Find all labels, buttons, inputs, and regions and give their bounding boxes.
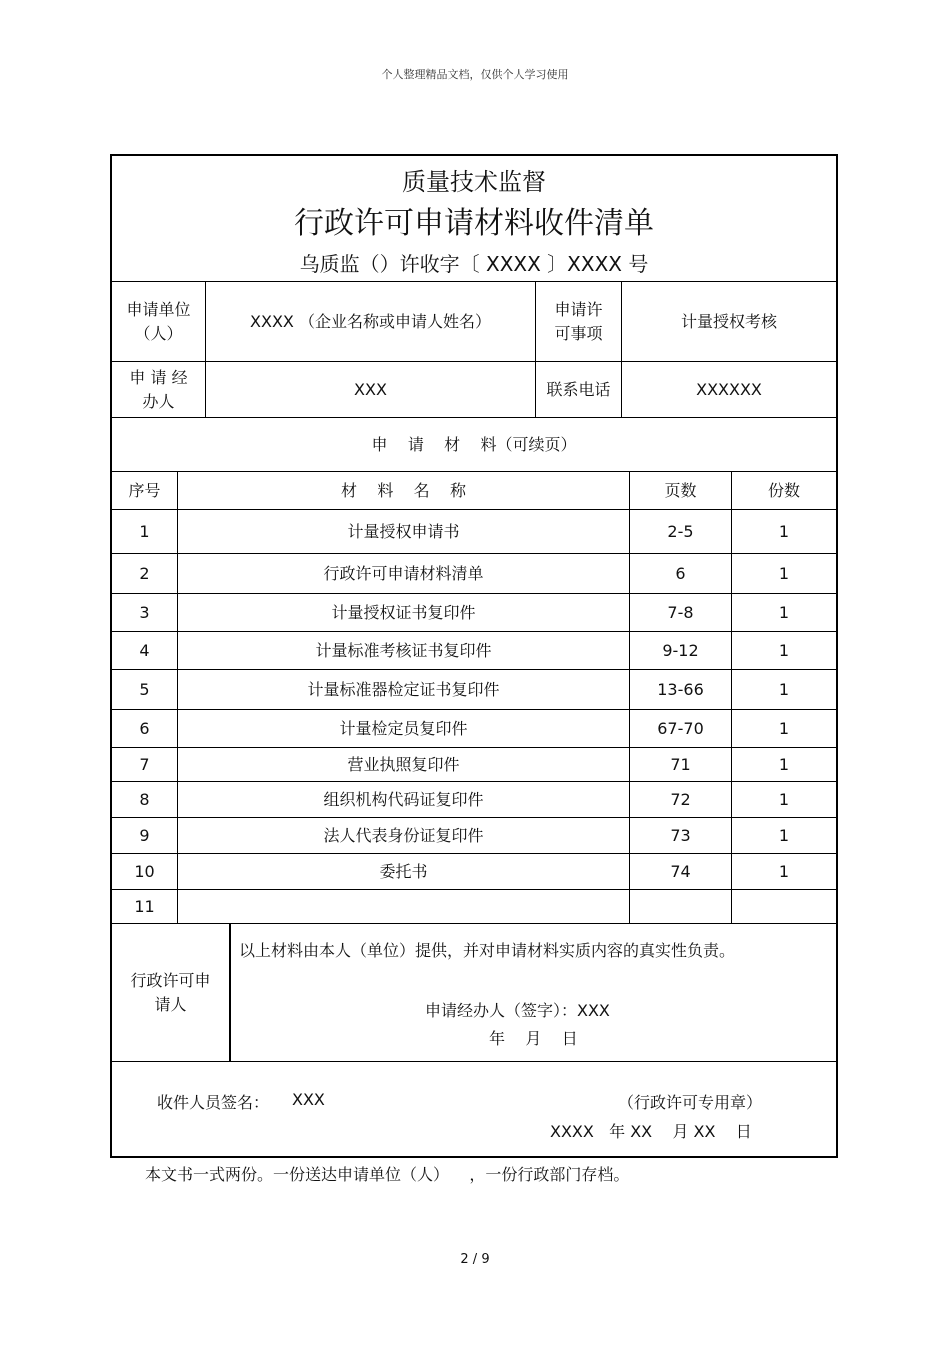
- document-number: 乌质监（）许收字〔 XXXX 〕XXXX 号: [299, 252, 649, 276]
- row-copies: 1: [732, 748, 836, 782]
- row-pages: 71: [630, 748, 732, 782]
- row-name: 计量检定员复印件: [178, 710, 630, 748]
- phone-label: 联系电话: [536, 362, 622, 418]
- row-pages: 67-70: [630, 710, 732, 748]
- row-pages: 6: [630, 554, 732, 594]
- row-no: 3: [112, 594, 178, 632]
- row-pages: 74: [630, 854, 732, 890]
- phone-value: XXXXXX: [622, 362, 836, 418]
- page-number: 2 / 9: [460, 1252, 490, 1267]
- row-name: 计量标准考核证书复印件: [178, 632, 630, 670]
- unit-label: 申请单位（人）: [112, 282, 206, 362]
- row-copies: 1: [732, 510, 836, 554]
- row-pages: 7-8: [630, 594, 732, 632]
- declaration-box: [231, 924, 836, 1062]
- declaration-label: 行政许可申请人: [112, 924, 231, 1062]
- col-header-no: 序号: [112, 472, 178, 510]
- agent-label: 申 请 经办人: [112, 362, 206, 418]
- row-copies: 1: [732, 854, 836, 890]
- title-line1: 质量技术监督: [402, 168, 546, 196]
- col-header-name: 材 料 名 称: [178, 472, 630, 510]
- row-name: 法人代表身份证复印件: [178, 818, 630, 854]
- title-block: [112, 156, 836, 282]
- row-no: 1: [112, 510, 178, 554]
- unit-value: XXXX （企业名称或申请人姓名）: [206, 282, 536, 362]
- row-copies: 1: [732, 554, 836, 594]
- materials-header: 申 请 材 料（可续页）: [112, 418, 836, 472]
- declaration-signature: 申请经办人（签字）：XXX: [425, 1001, 610, 1020]
- row-copies: 1: [732, 632, 836, 670]
- declaration-statement: 以上材料由本人（单位）提供，并对申请材料实质内容的真实性负责。: [239, 941, 736, 960]
- row-pages: [630, 890, 732, 924]
- row-pages: 73: [630, 818, 732, 854]
- row-name: 组织机构代码证复印件: [178, 782, 630, 818]
- receipt-date: XXXX 年 XX 月 XX 日: [550, 1122, 752, 1141]
- row-name: 营业执照复印件: [178, 748, 630, 782]
- col-header-copies: 份数: [732, 472, 836, 510]
- item-value: 计量授权考核: [622, 282, 836, 362]
- row-copies: [732, 890, 836, 924]
- row-no: 11: [112, 890, 178, 924]
- row-no: 5: [112, 670, 178, 710]
- row-copies: 1: [732, 710, 836, 748]
- footer-note: 本文书一式两份。一份送达申请单位（人） ，一份行政部门存档。: [145, 1165, 630, 1184]
- receipt-box: [112, 1062, 836, 1156]
- row-pages: 9-12: [630, 632, 732, 670]
- row-name: 计量授权申请书: [178, 510, 630, 554]
- declaration-date: 年 月 日: [489, 1029, 578, 1048]
- row-no: 6: [112, 710, 178, 748]
- title-line2: 行政许可申请材料收件清单: [294, 206, 654, 241]
- receipt-form: [110, 154, 838, 1158]
- row-name: 计量授权证书复印件: [178, 594, 630, 632]
- row-pages: 72: [630, 782, 732, 818]
- col-header-pages: 页数: [630, 472, 732, 510]
- agent-value: XXX: [206, 362, 536, 418]
- row-pages: 2-5: [630, 510, 732, 554]
- row-name: 行政许可申请材料清单: [178, 554, 630, 594]
- row-name: 计量标准器检定证书复印件: [178, 670, 630, 710]
- receipt-seal: （行政许可专用章）: [618, 1093, 763, 1112]
- row-no: 4: [112, 632, 178, 670]
- row-copies: 1: [732, 594, 836, 632]
- item-label: 申请许可事项: [536, 282, 622, 362]
- row-no: 10: [112, 854, 178, 890]
- row-name: [178, 890, 630, 924]
- row-copies: 1: [732, 670, 836, 710]
- row-no: 7: [112, 748, 178, 782]
- row-pages: 13-66: [630, 670, 732, 710]
- receipt-signer-value: XXX: [292, 1090, 325, 1109]
- row-copies: 1: [732, 782, 836, 818]
- row-no: 2: [112, 554, 178, 594]
- receipt-signer-label: 收件人员签名：: [157, 1093, 270, 1112]
- row-copies: 1: [732, 818, 836, 854]
- row-name: 委托书: [178, 854, 630, 890]
- row-no: 9: [112, 818, 178, 854]
- row-no: 8: [112, 782, 178, 818]
- header-note: 个人整理精品文档，仅供个人学习使用: [381, 68, 569, 81]
